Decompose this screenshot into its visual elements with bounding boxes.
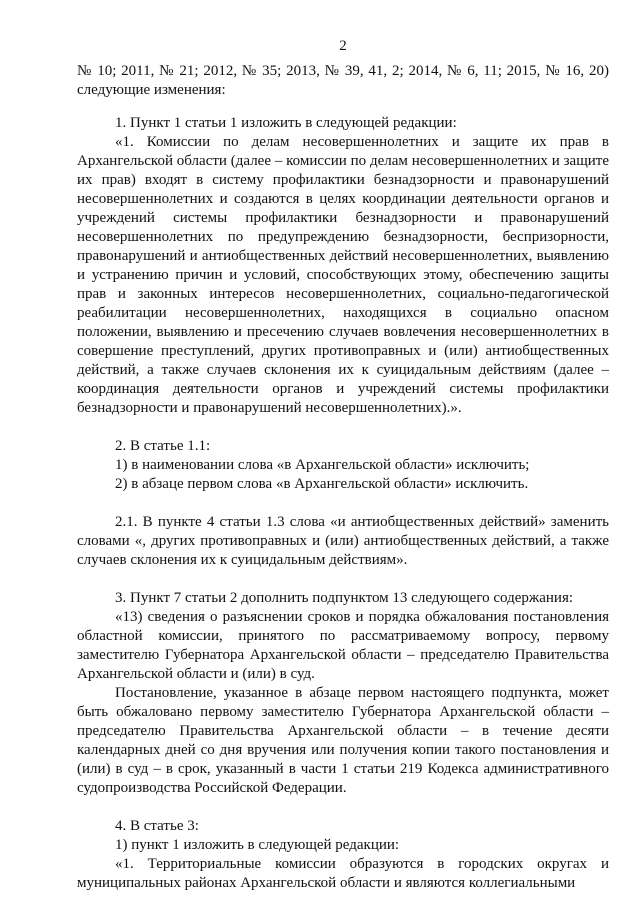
paragraph-item-3-heading: 3. Пункт 7 статьи 2 дополнить подпунктом 13 следующего содержания: [115, 590, 574, 606]
paragraph-item-4-heading: 4. В статье 3: [115, 818, 199, 834]
paragraph-item-2-1: 2.1. В пункте 4 статьи 1.3 слова «и антиобщественных действий» заменить словами «, других противоправных и (или) антиобщественных действий, а также случаев склонения их к суицидальным действиям». [77, 514, 609, 568]
paragraph-item-3-sub-13: «13) сведения о разъяснении сроков и порядка обжалования постановления областной комиссии, принятого по рассматриваемому вопросу, первому заместителю Губернатора Архангельской области – председателю Правительства Архангельской области и (или) в суд. [77, 609, 609, 682]
paragraph-item-1-heading: 1. Пункт 1 статьи 1 изложить в следующей редакции: [115, 115, 457, 131]
paragraph-item-2-sub-2: 2) в абзаце первом слова «в Архангельской области» исключить. [115, 476, 529, 492]
page-number: 2 [339, 38, 347, 54]
paragraph-item-4-sub-1: 1) пункт 1 изложить в следующей редакции: [115, 837, 400, 853]
paragraph-item-3-appeal: Постановление, указанное в абзаце первом настоящего подпункта, может быть обжаловано первому заместителю Губернатора Архангельской области – председателю Правительства Архангельской области – в течение десяти календарных дней со дня вручения или получения копии такого постановления и (или) в суд – в срок, указанный в части 1 статьи 219 Кодекса административного судопроизводства Российской Федерации. [77, 685, 609, 796]
paragraph-intro-continuation: № 10; 2011, № 21; 2012, № 35; 2013, № 39, 41, 2; 2014, № 6, 11; 2015, № 16, 20) следующие изменения: [77, 63, 609, 98]
paragraph-item-2-sub-1: 1) в наименовании слова «в Архангельской области» исключить; [115, 457, 530, 473]
paragraph-item-1-text: «1. Комиссии по делам несовершеннолетних и защите их прав в Архангельской области (далее – комиссии по делам несовершеннолетних и защите их прав) входят в систему профилактики безнадзорности и правонарушений несовершеннолетних и создаются в целях координации деятельности органов и учреждений системы профилактики безнадзорности и правонарушений несовершеннолетних по предупреждению безнадзорности, беспризорности, правонарушений и антиобщественных действий несовершеннолетних, выявлению и устранению причин и условий, способствующих этому, обеспечению защиты прав и законных интересов несовершеннолетних, социально-педагогической реабилитации несовершеннолетних, находящихся в социально опасном положении, выявлению и пресечению случаев вовлечения несовершеннолетних в совершение преступлений, других противоправных и (или) антиобщественных действий, а также случаев склонения их к суицидальным действиям (далее – координация деятельности органов и учреждений системы профилактики безнадзорности и правонарушений несовершеннолетних).». [77, 134, 609, 416]
paragraph-item-2-heading: 2. В статье 1.1: [115, 438, 211, 454]
document-body [77, 62, 609, 893]
paragraph-item-4-text: «1. Территориальные комиссии образуются в городских округах и муниципальных районах Архангельской области и являются коллегиальными [77, 856, 609, 891]
